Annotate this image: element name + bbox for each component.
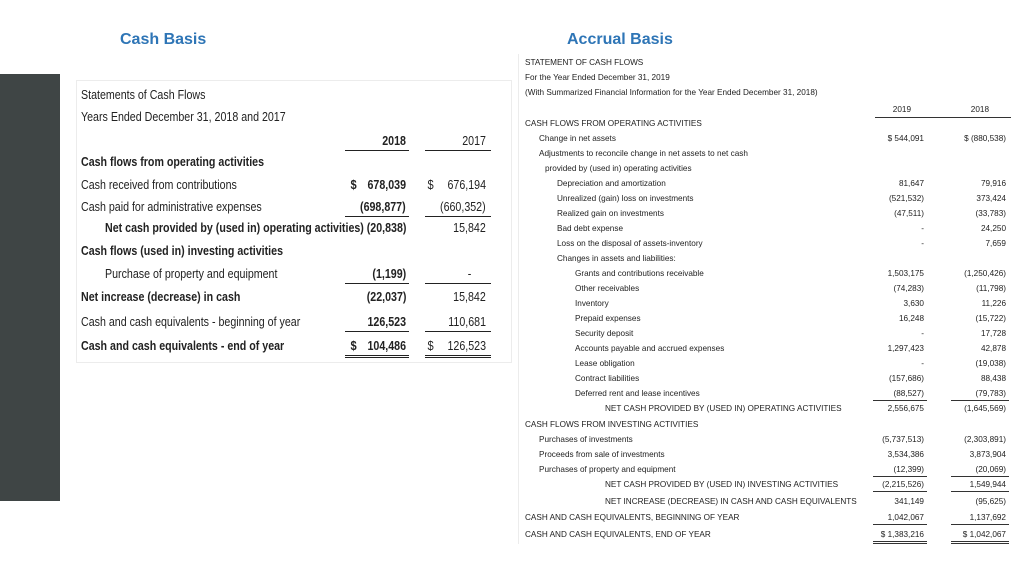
accrual-row-label: Adjustments to reconcile change in net assets to net cash [539, 149, 748, 158]
row-value-2017: 15,842 [453, 289, 486, 304]
accrual-row-value-2019: - [921, 329, 924, 338]
subtotal-underline [425, 331, 491, 332]
column-header-2018: 2018 [970, 105, 989, 114]
accrual-underline-2019 [873, 524, 927, 525]
row-value-2018: 104,486 [367, 338, 406, 353]
accrual-row-label: CASH FLOWS FROM INVESTING ACTIVITIES [525, 420, 699, 429]
accrual-row-label: provided by (used in) operating activities [545, 164, 692, 173]
accrual-row-value-2018: 11,226 [981, 299, 1006, 308]
accrual-basis-statement [518, 54, 1011, 544]
accrual-row-label: Security deposit [575, 329, 634, 338]
row-label: Cash paid for administrative expenses [81, 199, 262, 214]
accrual-row-value-2019: 1,042,067 [887, 513, 924, 522]
row-label: Cash and cash equivalents - end of year [81, 338, 285, 353]
column-header-2019: 2019 [892, 105, 911, 114]
row-value-2017: 676,194 [447, 177, 486, 192]
accrual-basis-heading: Accrual Basis [567, 31, 673, 48]
accrual-row-value-2019: (521,532) [888, 194, 924, 203]
row-value-2018: 678,039 [367, 177, 406, 192]
statement-note: (With Summarized Financial Information for the Year Ended December 31, 2018) [525, 88, 818, 97]
accrual-row-label: Purchases of property and equipment [539, 465, 676, 474]
accrual-row-value-2018: 88,438 [980, 374, 1006, 383]
accrual-row-label: NET CASH PROVIDED BY (USED IN) OPERATING ACTIVITIES [605, 404, 842, 413]
operating-section-heading: Cash flows from operating activities [81, 154, 265, 169]
accrual-underline-2018 [951, 400, 1009, 401]
accrual-underline-2019 [873, 476, 927, 477]
accrual-row-value-2019: (12,399) [893, 465, 924, 474]
accrual-row-label: Lease obligation [575, 359, 635, 368]
investing-section-heading: Cash flows (used in) investing activities [81, 243, 284, 258]
accrual-row-label: Grants and contributions receivable [575, 269, 704, 278]
accrual-row-value-2018: $ (880,538) [964, 134, 1006, 143]
total-double-underline [345, 355, 409, 358]
row-label: Net increase (decrease) in cash [81, 289, 241, 304]
statement-period: Years Ended December 31, 2018 and 2017 [81, 109, 286, 124]
accrual-row-value-2018: (95,625) [975, 497, 1006, 506]
row-label: Cash and cash equivalents - beginning of year [81, 314, 301, 329]
accrual-row-value-2019: 1,503,175 [887, 269, 924, 278]
accrual-row-label: Depreciation and amortization [557, 179, 666, 188]
accrual-row-value-2018: (15,722) [975, 314, 1006, 323]
accrual-row-value-2018: (33,783) [975, 209, 1006, 218]
row-value-2017: 110,681 [448, 314, 486, 329]
subtotal-underline [425, 216, 491, 217]
dollar-sign: $ [427, 338, 434, 353]
row-label: Net cash provided by (used in) operating activities) [105, 220, 364, 235]
accrual-row-value-2019: (74,283) [893, 284, 924, 293]
accrual-row-value-2019: 16,248 [898, 314, 924, 323]
accrual-row-label: NET INCREASE (DECREASE) IN CASH AND CASH EQUIVALENTS [605, 497, 857, 506]
accrual-row-value-2019: - [921, 224, 924, 233]
accrual-row-value-2018: 17,728 [980, 329, 1006, 338]
row-value-2018: 126,523 [367, 314, 406, 329]
accrual-underline-2018 [951, 491, 1009, 492]
accrual-row-value-2019: (2,215,526) [882, 480, 924, 489]
accrual-row-value-2019: - [921, 239, 924, 248]
row-value-2018: (22,037) [366, 289, 406, 304]
accrual-row-value-2018: 42,878 [980, 344, 1006, 353]
accrual-row-value-2019: (88,527) [893, 389, 924, 398]
accrual-row-label: CASH AND CASH EQUIVALENTS, BEGINNING OF YEAR [525, 513, 740, 522]
accrual-row-value-2018: (1,250,426) [964, 269, 1006, 278]
accrual-row-value-2019: (47,511) [894, 209, 924, 218]
accrual-row-label: Unrealized (gain) loss on investments [557, 194, 694, 203]
accrual-row-value-2019: 2,556,675 [887, 404, 924, 413]
accrual-row-label: Realized gain on investments [557, 209, 664, 218]
accrual-row-value-2018: 373,424 [976, 194, 1006, 203]
row-value-2017: (660,352) [440, 199, 486, 214]
accrual-row-value-2019: (5,737,513) [882, 435, 924, 444]
row-value-2017: - [467, 266, 471, 281]
accrual-row-value-2018: $ 1,042,067 [962, 530, 1006, 539]
accrual-row-label: Deferred rent and lease incentives [575, 389, 700, 398]
accrual-row-label: Accounts payable and accrued expenses [575, 344, 725, 353]
accrual-underline-2018 [951, 541, 1009, 544]
dollar-sign: $ [427, 177, 434, 192]
accrual-row-value-2019: 1,297,423 [887, 344, 924, 353]
accrual-row-label: Prepaid expenses [575, 314, 641, 323]
subtotal-underline [345, 216, 409, 217]
accrual-row-value-2019: $ 544,091 [887, 134, 924, 143]
accrual-underline-2018 [951, 524, 1009, 525]
accrual-row-value-2019: - [921, 359, 924, 368]
dollar-sign: $ [350, 338, 357, 353]
accrual-row-label: CASH AND CASH EQUIVALENTS, END OF YEAR [525, 530, 711, 539]
accrual-underline-2018 [951, 476, 1009, 477]
row-value-2017: 15,842 [453, 220, 486, 235]
subtotal-underline [345, 283, 409, 284]
left-accent-bar [0, 74, 60, 501]
row-value-2018: (698,877) [360, 199, 406, 214]
row-label: Purchase of property and equipment [105, 266, 278, 281]
row-label: Cash received from contributions [81, 177, 237, 192]
row-value-2018: (20,838) [366, 220, 406, 235]
row-value-2018: (1,199) [372, 266, 406, 281]
accrual-row-value-2018: (2,303,891) [964, 435, 1006, 444]
accrual-row-value-2018: 7,659 [985, 239, 1006, 248]
accrual-row-value-2018: 1,549,944 [969, 480, 1006, 489]
accrual-row-value-2019: 3,630 [903, 299, 924, 308]
accrual-row-label: Loss on the disposal of assets-inventory [557, 239, 703, 248]
accrual-row-value-2018: 1,137,692 [969, 513, 1006, 522]
header-underline-2017 [425, 150, 491, 151]
header-underline-2018 [345, 150, 409, 151]
subtotal-underline [345, 331, 409, 332]
accrual-row-value-2018: (1,645,569) [964, 404, 1006, 413]
statement-period: For the Year Ended December 31, 2019 [525, 73, 670, 82]
accrual-row-label: Purchases of investments [539, 435, 633, 444]
dollar-sign: $ [350, 177, 357, 192]
accrual-row-label: Other receivables [575, 284, 640, 293]
cash-basis-heading: Cash Basis [120, 31, 207, 48]
cash-basis-statement [76, 80, 512, 363]
accrual-row-value-2018: 3,873,904 [969, 450, 1006, 459]
accrual-row-value-2018: (20,069) [975, 465, 1006, 474]
accrual-row-value-2019: $ 1,383,216 [880, 530, 924, 539]
accrual-row-label: Changes in assets and liabilities: [557, 254, 676, 263]
accrual-row-value-2018: (19,038) [975, 359, 1006, 368]
total-double-underline [425, 355, 491, 358]
statement-title: STATEMENT OF CASH FLOWS [525, 58, 644, 67]
column-header-2017: 2017 [462, 133, 486, 148]
accrual-row-label: Contract liabilities [575, 374, 640, 383]
accrual-row-label: CASH FLOWS FROM OPERATING ACTIVITIES [525, 119, 702, 128]
header-underline [875, 117, 1011, 118]
subtotal-underline [425, 283, 491, 284]
accrual-row-label: Inventory [575, 299, 609, 308]
accrual-row-value-2018: (79,783) [975, 389, 1006, 398]
accrual-row-label: Proceeds from sale of investments [539, 450, 665, 459]
accrual-underline-2019 [873, 400, 927, 401]
accrual-row-value-2018: (11,798) [976, 284, 1006, 293]
accrual-row-value-2019: 3,534,386 [887, 450, 924, 459]
accrual-row-label: NET CASH PROVIDED BY (USED IN) INVESTING ACTIVITIES [605, 480, 839, 489]
accrual-row-label: Bad debt expense [557, 224, 624, 233]
accrual-row-value-2018: 24,250 [980, 224, 1006, 233]
accrual-row-value-2019: 341,149 [894, 497, 924, 506]
accrual-underline-2019 [873, 541, 927, 544]
row-value-2017: 126,523 [447, 338, 486, 353]
accrual-row-value-2019: 81,647 [898, 179, 924, 188]
accrual-underline-2019 [873, 491, 927, 492]
accrual-row-label: Change in net assets [539, 134, 616, 143]
statement-title: Statements of Cash Flows [81, 87, 206, 102]
accrual-row-value-2019: (157,686) [888, 374, 924, 383]
accrual-row-value-2018: 79,916 [980, 179, 1006, 188]
column-header-2018: 2018 [382, 133, 406, 148]
